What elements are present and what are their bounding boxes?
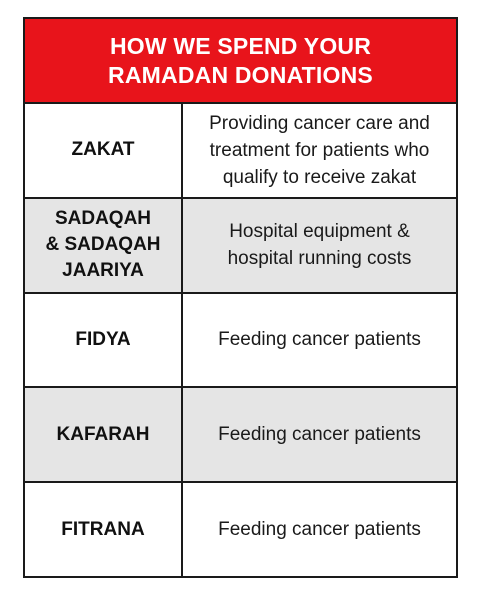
donation-type-label: KAFARAH (56, 423, 150, 445)
table-row-zakat (25, 104, 456, 199)
donation-use-cell (183, 199, 456, 292)
donation-use-text: treatment for patients who (209, 139, 430, 161)
table-row-fitrana (25, 483, 456, 576)
donation-use-cell (183, 294, 456, 387)
table-row-fidya (25, 294, 456, 389)
table-header (25, 19, 456, 104)
donation-type-cell (25, 104, 183, 197)
donation-use-text: Providing cancer care and (209, 112, 430, 134)
donation-use-cell (183, 483, 456, 576)
donation-use-text: Hospital equipment & (229, 221, 410, 243)
donation-type-label: FIDYA (75, 328, 131, 350)
donations-table (23, 17, 458, 578)
donation-type-label: SADAQAH (54, 208, 152, 230)
donation-type-label: JAARIYA (62, 260, 144, 282)
header-title-line-1: HOW WE SPEND YOUR (109, 32, 372, 59)
table-row-kafarah (25, 388, 456, 483)
donation-use-cell (183, 104, 456, 197)
donation-use-text: qualify to receive zakat (222, 166, 417, 188)
donation-use-text: Feeding cancer patients (218, 424, 421, 446)
donation-type-label: & SADAQAH (45, 234, 161, 256)
donation-type-label: FITRANA (61, 518, 145, 540)
donation-type-cell (25, 388, 183, 481)
donation-type-label: ZAKAT (71, 139, 135, 161)
donation-use-cell (183, 388, 456, 481)
header-title-line-2: RAMADAN DONATIONS (108, 61, 373, 88)
donation-use-text: hospital running costs (227, 248, 412, 270)
donation-type-cell (25, 483, 183, 576)
donation-type-cell (25, 199, 183, 292)
donation-use-text: Feeding cancer patients (218, 329, 421, 351)
donation-use-text: Feeding cancer patients (218, 519, 421, 541)
table-row-sadaqah (25, 199, 456, 294)
donation-type-cell (25, 294, 183, 387)
